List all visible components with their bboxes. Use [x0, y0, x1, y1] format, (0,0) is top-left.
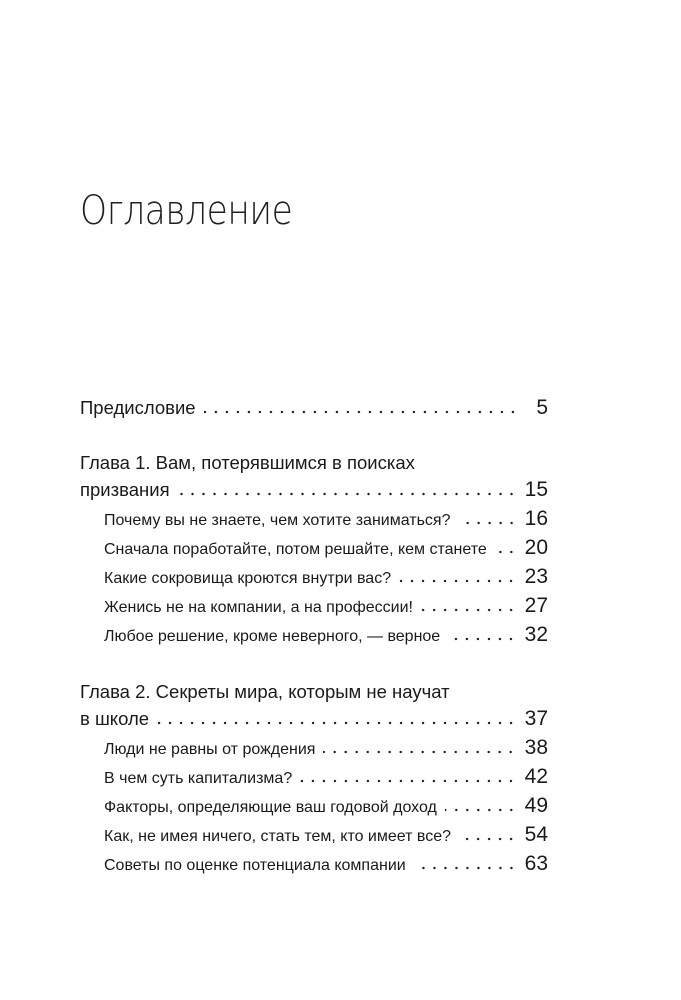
- toc-section[interactable]: [80, 536, 548, 565]
- dot-leader: [459, 516, 517, 525]
- toc-section[interactable]: [80, 736, 548, 765]
- toc-entry-chapter-2[interactable]: [80, 707, 548, 736]
- toc-section-label: Женись не на компании, а на профессии!: [104, 599, 413, 616]
- dot-leader: [178, 486, 517, 496]
- toc-page-number: 23: [524, 565, 548, 588]
- toc-page-number: 63: [524, 852, 548, 875]
- toc-section[interactable]: [80, 565, 548, 594]
- spacer: [80, 652, 548, 677]
- toc-entry-label: призвания: [80, 479, 170, 500]
- page-title: Оглавление: [80, 188, 293, 234]
- toc-section-label: Как, не имея ничего, стать тем, кто имеет все?: [104, 828, 452, 845]
- toc-section-label: Факторы, определяющие ваш годовой доход: [104, 799, 437, 816]
- toc-page-number: 49: [524, 794, 548, 817]
- toc-section-label: Какие сокровища кроются внутри вас?: [104, 570, 392, 587]
- toc-section[interactable]: [80, 623, 548, 652]
- toc-page-number: 27: [524, 594, 548, 617]
- toc-page-number: 15: [524, 478, 548, 501]
- toc-page-number: 32: [524, 623, 548, 646]
- toc-page-number: 20: [524, 536, 548, 559]
- dot-leader: [445, 803, 517, 812]
- dot-leader: [448, 632, 516, 641]
- toc-page-number: 38: [524, 736, 548, 759]
- toc-section-label: Почему вы не знаете, чем хотите заниматься?: [104, 512, 451, 529]
- toc-section[interactable]: [80, 852, 548, 881]
- toc-page-number: 42: [524, 765, 548, 788]
- dot-leader: [495, 545, 517, 554]
- dot-leader: [399, 574, 517, 583]
- toc-section[interactable]: [80, 507, 548, 536]
- chapter-1-title-line[interactable]: Глава 1. Вам, потерявшимся в поисках: [80, 452, 415, 473]
- dot-leader: [323, 745, 516, 754]
- toc-page-number: 54: [524, 823, 548, 846]
- toc-section-label: В чем суть капитализма?: [104, 770, 293, 787]
- dot-leader: [157, 715, 517, 725]
- dot-leader: [421, 603, 517, 612]
- dot-leader: [414, 861, 517, 870]
- toc-page-number: 5: [536, 396, 548, 419]
- spacer: [80, 425, 548, 448]
- table-of-contents: [80, 396, 548, 881]
- toc-section-label: Люди не равны от рождения: [104, 741, 316, 758]
- dot-leader: [459, 832, 517, 841]
- toc-entry-label: Предисловие: [80, 397, 196, 418]
- toc-section[interactable]: [80, 594, 548, 623]
- toc-entry-chapter-1[interactable]: [80, 478, 548, 507]
- toc-section[interactable]: [80, 823, 548, 852]
- toc-entry-preface[interactable]: [80, 396, 548, 425]
- toc-section-label: Советы по оценке потенциала компании: [104, 857, 406, 874]
- toc-entry-label: в школе: [80, 708, 150, 729]
- toc-page-number: 16: [524, 507, 548, 530]
- toc-section-label: Сначала поработайте, потом решайте, кем станете: [104, 541, 487, 558]
- toc-section[interactable]: [80, 765, 548, 794]
- dot-leader: [204, 404, 518, 414]
- toc-section-label: Любое решение, кроме неверного, — верное: [104, 628, 441, 645]
- toc-page-number: 37: [524, 707, 548, 730]
- chapter-2-title-line[interactable]: Глава 2. Секреты мира, которым не научат: [80, 681, 450, 702]
- dot-leader: [300, 774, 516, 783]
- toc-section[interactable]: [80, 794, 548, 823]
